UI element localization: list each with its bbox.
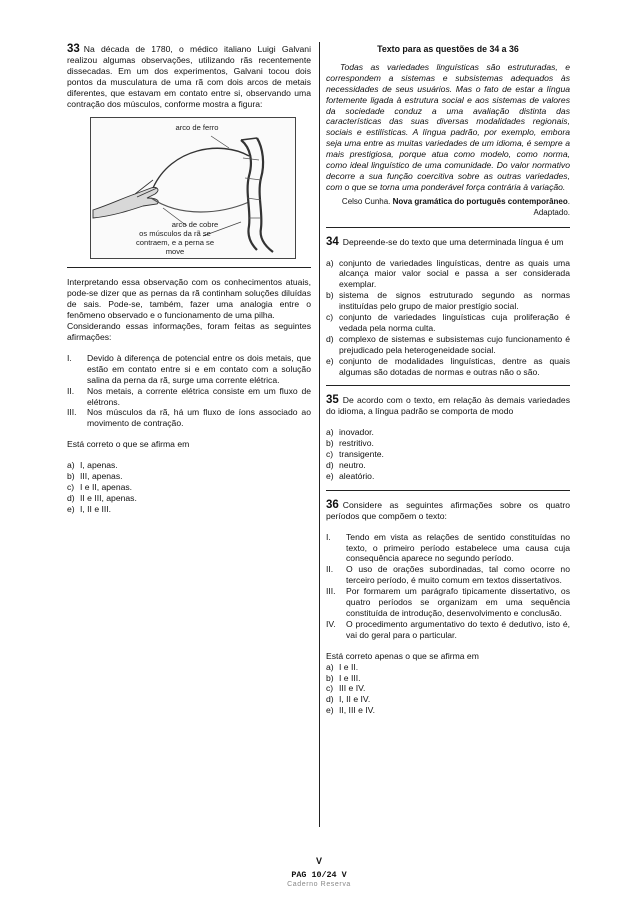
statement-text: Nos músculos da rã, há um fluxo de íons associado ao movimento de contração. xyxy=(87,407,311,429)
option-text: I, II e III. xyxy=(80,503,112,514)
right-column xyxy=(326,44,570,716)
option-text: I e II. xyxy=(339,661,359,672)
option-marker: d) xyxy=(67,492,75,503)
citation-tail: . Adaptado. xyxy=(533,196,570,217)
statement-item xyxy=(326,619,570,641)
statement-marker: II. xyxy=(67,385,75,396)
statement-marker: IV. xyxy=(326,618,336,629)
option-item xyxy=(326,662,570,673)
option-text: II, III e IV. xyxy=(339,705,375,716)
option-marker: c) xyxy=(67,481,75,492)
statement-marker: I. xyxy=(67,352,72,363)
option-marker: b) xyxy=(326,438,334,449)
question-33-options xyxy=(67,460,311,515)
citation-author: Celso Cunha. xyxy=(341,196,393,206)
option-item xyxy=(326,427,570,438)
option-text: II e III, apenas. xyxy=(80,492,137,503)
booklet-label: Caderno Reserva xyxy=(287,881,351,888)
question-36-statements xyxy=(326,532,570,641)
option-text: conjunto de variedades linguísticas cuja proliferação é vedada pela norma culta. xyxy=(339,312,570,333)
option-marker: d) xyxy=(326,460,334,470)
question-33-prompt: Está correto o que se afirma em xyxy=(67,439,190,450)
option-marker: e) xyxy=(326,355,334,366)
statement-text: Tendo em vista as relações de sentido constituídas no texto, o primeiro período estabelece uma causa cuja consequência aparece no segundo período. xyxy=(346,531,570,564)
page-number: PAG 10/24 V xyxy=(291,870,347,880)
question-35-number: 35 xyxy=(326,394,339,407)
option-item xyxy=(67,471,311,482)
statement-item xyxy=(326,564,570,586)
question-36-options xyxy=(326,662,570,717)
option-item xyxy=(326,460,570,471)
question-34-text: Depreende-se do texto que uma determinada língua é um xyxy=(342,236,564,247)
question-35-text: De acordo com o texto, em relação às demais variedades do idioma, a língua padrão se comporta de modo xyxy=(326,395,570,417)
option-text: I e III. xyxy=(339,672,361,683)
option-item xyxy=(326,334,570,356)
statement-text: O procedimento argumentativo do texto é dedutivo, isto é, vai do geral para o particular. xyxy=(346,618,570,640)
option-text: complexo de sistemas e subsistemas cujo funcionamento é prejudicado pela heterogeneidade social. xyxy=(339,333,570,355)
option-item xyxy=(67,482,311,493)
question-34-number: 34 xyxy=(326,235,339,248)
statement-item xyxy=(67,407,311,429)
option-item xyxy=(67,460,311,471)
question-36-prompt: Está correto apenas o que se afirma em xyxy=(326,650,479,661)
option-text: neutro. xyxy=(339,460,366,470)
option-marker: b) xyxy=(67,471,75,482)
statement-marker: III. xyxy=(67,407,77,418)
option-item xyxy=(326,683,570,694)
passage-title: Texto para as questões de 34 a 36 xyxy=(377,44,519,54)
question-33-body-1: Interpretando essa observação com os conhecimentos atuais, pode-se dizer que as pernas da rã continham soluções diluídas de sais. Pode-se, também, fazer uma analogia entre o fenômeno observado e o funcionamento de uma pilha. xyxy=(67,277,311,321)
question-33-statements xyxy=(67,353,311,429)
galvani-frog-figure xyxy=(90,117,296,259)
option-item xyxy=(67,493,311,504)
column-divider xyxy=(319,42,320,827)
statement-item xyxy=(326,532,570,565)
option-item xyxy=(326,258,570,291)
option-item xyxy=(326,705,570,716)
question-33-number: 33 xyxy=(67,43,80,55)
option-item xyxy=(326,449,570,460)
iron-arc-label: arco de ferro xyxy=(175,123,219,133)
option-item xyxy=(326,673,570,684)
option-marker: d) xyxy=(326,694,334,705)
question-33-body-2: Considerando essas informações, foram feitas as seguintes afirmações: xyxy=(67,321,311,342)
copper-arc-label: arco de cobre xyxy=(171,220,219,230)
statement-text: Por formarem um parágrafo tipicamente dissertativo, os quatro períodos se organizam em uma sequência constituída de introdução, desenvolvimento e conclusão. xyxy=(346,586,570,618)
option-text: conjunto de variedades linguísticas, dentre as quais uma alcança maior valor social e passa a ser considerada exemplar. xyxy=(339,257,570,290)
statement-marker: II. xyxy=(326,564,334,575)
option-item xyxy=(326,471,570,482)
question-36-text: Considere as seguintes afirmações sobre os quatro períodos que compõem o texto: xyxy=(326,499,570,521)
option-marker: a) xyxy=(67,460,75,471)
option-item xyxy=(326,356,570,378)
citation-work: Nova gramática do português contemporâneo xyxy=(392,196,568,206)
passage-text: Todas as variedades linguísticas são estruturadas, e correspondem a sistemas e subsistemas adequados às necessidades de seus usuários. Mas o fato de estar a língua fortemente ligada à estrutura social e aos sistemas de valores da sociedade conduz a uma avaliação distinta das características das suas diversas modalidades regionais, sociais e estilísticas. A língua padrão, por exemplo, embora seja uma entre as muitas variedades de um idioma, é sempre a mais prestigiosa, porque atua como modelo, como norma, como ideal linguístico de uma comunidade. Do valor normativo decorre a sua função coercitiva sobre as outras variedades, com o que se torna uma ponderável força contrária à variação. xyxy=(326,61,570,192)
question-35-options xyxy=(326,427,570,482)
option-marker: a) xyxy=(326,661,334,672)
version-mark: V xyxy=(315,856,322,866)
option-text: inovador. xyxy=(339,427,374,438)
option-marker: c) xyxy=(326,683,334,694)
question-34-options xyxy=(326,258,570,378)
option-marker: a) xyxy=(326,257,334,268)
option-marker: e) xyxy=(67,503,75,514)
option-text: III e IV. xyxy=(339,683,366,694)
option-item xyxy=(326,290,570,312)
statement-text: Devido à diferença de potencial entre os dois metais, que estão em contato entre si e em contato com a solução salina da perna da rã, surge uma corrente elétrica. xyxy=(87,352,311,385)
passage-citation xyxy=(326,197,570,219)
option-marker: d) xyxy=(326,333,334,344)
statement-marker: I. xyxy=(326,531,331,542)
q34-rule xyxy=(326,227,570,228)
option-marker: e) xyxy=(326,705,334,716)
option-text: I, apenas. xyxy=(80,460,118,471)
option-marker: b) xyxy=(326,290,334,301)
option-marker: b) xyxy=(326,672,334,683)
option-item xyxy=(326,312,570,334)
option-marker: e) xyxy=(326,470,334,481)
option-text: transigente. xyxy=(339,449,384,460)
option-marker: c) xyxy=(326,449,334,460)
option-item xyxy=(67,504,311,515)
question-33-text: Na década de 1780, o médico italiano Luigi Galvani realizou algumas observações, utilizando rãs recentemente dissecadas. Em um dos experimentos, Galvani tocou dois pontos da musculatura de uma rã com dois arcos de metais diferentes, que estavam em contato entre si, observando uma contração dos músculos, conforme mostra a figura: xyxy=(67,44,311,109)
question-33-intro xyxy=(67,44,311,109)
muscles-label: os músculos da rã se contraem, e a perna se move xyxy=(135,229,215,256)
option-text: I, II e IV. xyxy=(339,694,371,705)
q35-rule xyxy=(326,385,570,386)
option-marker: c) xyxy=(326,312,334,323)
option-text: restritivo. xyxy=(339,438,374,449)
statement-item xyxy=(67,386,311,408)
question-34-intro xyxy=(326,237,570,248)
q36-rule xyxy=(326,490,570,491)
statement-text: O uso de orações subordinadas, tal como ocorre no terceiro período, é muito comum em textos dissertativos. xyxy=(346,564,570,586)
question-35-intro xyxy=(326,395,570,417)
statement-item xyxy=(326,586,570,619)
option-text: aleatório. xyxy=(339,470,375,481)
option-text: conjunto de modalidades linguísticas, dentre as quais algumas são dotadas de normas e outras não o são. xyxy=(339,355,570,377)
option-text: I e II, apenas. xyxy=(80,481,133,492)
option-item xyxy=(326,694,570,705)
figure-rule xyxy=(67,267,311,268)
statement-marker: III. xyxy=(326,586,336,597)
question-36-intro xyxy=(326,500,570,522)
statement-item xyxy=(67,353,311,386)
option-marker: a) xyxy=(326,427,334,438)
option-text: III, apenas. xyxy=(80,471,123,482)
question-36-number: 36 xyxy=(326,498,339,511)
statement-text: Nos metais, a corrente elétrica consiste em um fluxo de elétrons. xyxy=(87,385,311,407)
left-column xyxy=(67,44,311,515)
option-item xyxy=(326,438,570,449)
option-text: sistema de signos estruturado segundo as normas instituídas pelo grupo de maior prestígio social. xyxy=(339,290,570,312)
